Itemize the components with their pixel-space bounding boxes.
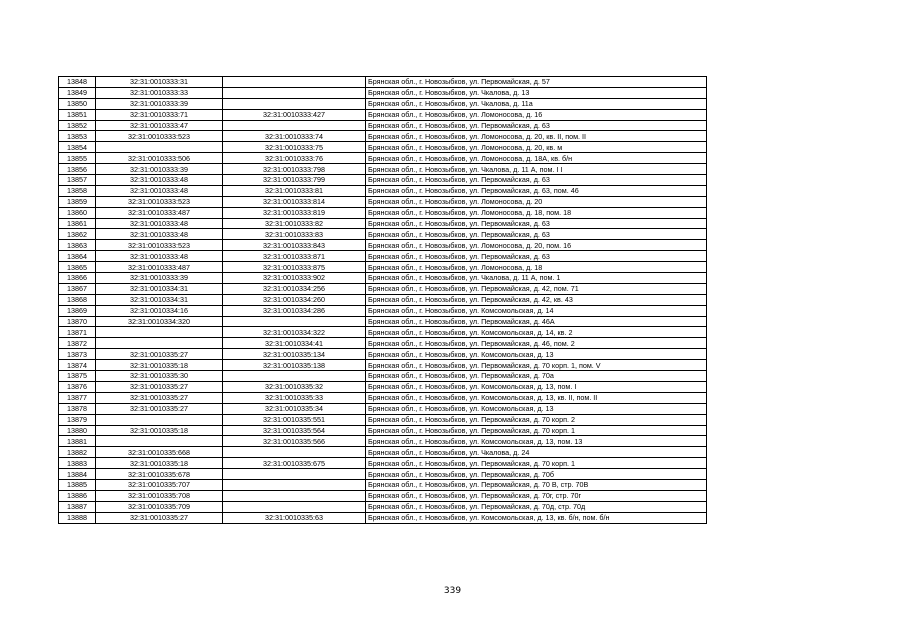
table-row — [59, 273, 707, 284]
address-cell: Брянская обл., г. Новозыбков, ул. Первомайская, д. 42, пом. 71 — [366, 283, 707, 294]
table-row — [59, 360, 707, 371]
row-number-cell: 13885 — [59, 479, 96, 490]
object-cadastral-number-cell: 32:31:0010333:76 — [223, 153, 366, 164]
row-number-cell: 13875 — [59, 371, 96, 382]
address-cell: Брянская обл., г. Новозыбков, ул. Первомайская, д. 70г, стр. 70г — [366, 490, 707, 501]
table-row — [59, 131, 707, 142]
table-row — [59, 262, 707, 273]
land-cadastral-number-cell: 32:31:0010335:27 — [96, 349, 223, 360]
table-row — [59, 229, 707, 240]
object-cadastral-number-cell — [223, 371, 366, 382]
table-row — [59, 283, 707, 294]
table-row — [59, 87, 707, 98]
address-cell: Брянская обл., г. Новозыбков, ул. Комсомольская, д. 13, пом. 13 — [366, 436, 707, 447]
row-number-cell: 13876 — [59, 381, 96, 392]
land-cadastral-number-cell: 32:31:0010333:48 — [96, 229, 223, 240]
object-cadastral-number-cell: 32:31:0010333:75 — [223, 142, 366, 153]
object-cadastral-number-cell: 32:31:0010335:138 — [223, 360, 366, 371]
land-cadastral-number-cell: 32:31:0010333:487 — [96, 207, 223, 218]
land-cadastral-number-cell: 32:31:0010333:48 — [96, 175, 223, 186]
table-row — [59, 447, 707, 458]
land-cadastral-number-cell: 32:31:0010335:707 — [96, 479, 223, 490]
table-row — [59, 294, 707, 305]
object-cadastral-number-cell — [223, 98, 366, 109]
land-cadastral-number-cell: 32:31:0010333:39 — [96, 273, 223, 284]
table-row — [59, 153, 707, 164]
object-cadastral-number-cell — [223, 479, 366, 490]
land-cadastral-number-cell: 32:31:0010335:18 — [96, 360, 223, 371]
land-cadastral-number-cell — [96, 142, 223, 153]
row-number-cell: 13849 — [59, 87, 96, 98]
land-cadastral-number-cell: 32:31:0010335:708 — [96, 490, 223, 501]
address-cell: Брянская обл., г. Новозыбков, ул. Чкалова, д. 11 А, пом. I I — [366, 164, 707, 175]
address-cell: Брянская обл., г. Новозыбков, ул. Первомайская, д. 70а — [366, 371, 707, 382]
page-number: 339 — [443, 586, 462, 596]
table-row — [59, 240, 707, 251]
address-cell: Брянская обл., г. Новозыбков, ул. Первомайская, д. 46, пом. 2 — [366, 338, 707, 349]
land-cadastral-number-cell: 32:31:0010333:71 — [96, 109, 223, 120]
object-cadastral-number-cell: 32:31:0010334:41 — [223, 338, 366, 349]
object-cadastral-number-cell — [223, 87, 366, 98]
land-cadastral-number-cell: 32:31:0010334:31 — [96, 283, 223, 294]
table-row — [59, 218, 707, 229]
table-row — [59, 436, 707, 447]
row-number-cell: 13880 — [59, 425, 96, 436]
object-cadastral-number-cell: 32:31:0010334:286 — [223, 305, 366, 316]
address-cell: Брянская обл., г. Новозыбков, ул. Первомайская, д. 63 — [366, 229, 707, 240]
address-cell: Брянская обл., г. Новозыбков, ул. Комсомольская, д. 14, кв. 2 — [366, 327, 707, 338]
address-cell: Брянская обл., г. Новозыбков, ул. Первомайская, д. 63 — [366, 120, 707, 131]
land-cadastral-number-cell: 32:31:0010335:27 — [96, 381, 223, 392]
object-cadastral-number-cell: 32:31:0010334:260 — [223, 294, 366, 305]
table-row — [59, 501, 707, 512]
address-cell: Брянская обл., г. Новозыбков, ул. Первомайская, д. 70 В, стр. 70В — [366, 479, 707, 490]
table-row — [59, 512, 707, 523]
address-cell: Брянская обл., г. Новозыбков, ул. Первомайская, д. 70б — [366, 469, 707, 480]
object-cadastral-number-cell: 32:31:0010333:819 — [223, 207, 366, 218]
address-cell: Брянская обл., г. Новозыбков, ул. Первомайская, д. 46А — [366, 316, 707, 327]
address-cell: Брянская обл., г. Новозыбков, ул. Комсомольская, д. 13 — [366, 349, 707, 360]
land-cadastral-number-cell: 32:31:0010333:33 — [96, 87, 223, 98]
row-number-cell: 13879 — [59, 414, 96, 425]
row-number-cell: 13873 — [59, 349, 96, 360]
address-cell: Брянская обл., г. Новозыбков, ул. Ломоносова, д. 20, пом. 16 — [366, 240, 707, 251]
row-number-cell: 13871 — [59, 327, 96, 338]
address-cell: Брянская обл., г. Новозыбков, ул. Комсомольская, д. 13 — [366, 403, 707, 414]
address-cell: Брянская обл., г. Новозыбков, ул. Первомайская, д. 70д, стр. 70д — [366, 501, 707, 512]
table-row — [59, 109, 707, 120]
row-number-cell: 13887 — [59, 501, 96, 512]
land-cadastral-number-cell: 32:31:0010335:27 — [96, 512, 223, 523]
row-number-cell: 13854 — [59, 142, 96, 153]
address-cell: Брянская обл., г. Новозыбков, ул. Комсомольская, д. 13, кв. II, пом. II — [366, 392, 707, 403]
land-cadastral-number-cell: 32:31:0010335:678 — [96, 469, 223, 480]
object-cadastral-number-cell: 32:31:0010335:566 — [223, 436, 366, 447]
row-number-cell: 13860 — [59, 207, 96, 218]
table-row — [59, 305, 707, 316]
object-cadastral-number-cell: 32:31:0010335:34 — [223, 403, 366, 414]
address-cell: Брянская обл., г. Новозыбков, ул. Первомайская, д. 63, пом. 46 — [366, 185, 707, 196]
table-row — [59, 338, 707, 349]
row-number-cell: 13859 — [59, 196, 96, 207]
table-row — [59, 185, 707, 196]
land-cadastral-number-cell: 32:31:0010335:709 — [96, 501, 223, 512]
row-number-cell: 13863 — [59, 240, 96, 251]
table-row — [59, 414, 707, 425]
object-cadastral-number-cell: 32:31:0010333:902 — [223, 273, 366, 284]
land-cadastral-number-cell — [96, 436, 223, 447]
address-cell: Брянская обл., г. Новозыбков, ул. Чкалова, д. 11 А, пом. 1 — [366, 273, 707, 284]
row-number-cell: 13848 — [59, 77, 96, 88]
object-cadastral-number-cell — [223, 120, 366, 131]
row-number-cell: 13870 — [59, 316, 96, 327]
land-cadastral-number-cell: 32:31:0010333:523 — [96, 196, 223, 207]
row-number-cell: 13884 — [59, 469, 96, 480]
row-number-cell: 13852 — [59, 120, 96, 131]
row-number-cell: 13866 — [59, 273, 96, 284]
property-register-table — [58, 76, 707, 524]
row-number-cell: 13856 — [59, 164, 96, 175]
table-row — [59, 458, 707, 469]
table-row — [59, 403, 707, 414]
table-row — [59, 77, 707, 88]
table-row — [59, 164, 707, 175]
table-row — [59, 371, 707, 382]
row-number-cell: 13855 — [59, 153, 96, 164]
object-cadastral-number-cell: 32:31:0010333:814 — [223, 196, 366, 207]
object-cadastral-number-cell: 32:31:0010335:63 — [223, 512, 366, 523]
land-cadastral-number-cell: 32:31:0010333:523 — [96, 240, 223, 251]
row-number-cell: 13872 — [59, 338, 96, 349]
row-number-cell: 13874 — [59, 360, 96, 371]
row-number-cell: 13878 — [59, 403, 96, 414]
address-cell: Брянская обл., г. Новозыбков, ул. Ломоносова, д. 16 — [366, 109, 707, 120]
object-cadastral-number-cell: 32:31:0010333:83 — [223, 229, 366, 240]
address-cell: Брянская обл., г. Новозыбков, ул. Комсомольская, д. 14 — [366, 305, 707, 316]
land-cadastral-number-cell: 32:31:0010333:47 — [96, 120, 223, 131]
address-cell: Брянская обл., г. Новозыбков, ул. Комсомольская, д. 13, пом. I — [366, 381, 707, 392]
land-cadastral-number-cell: 32:31:0010335:27 — [96, 392, 223, 403]
address-cell: Брянская обл., г. Новозыбков, ул. Ломоносова, д. 20, кв. м — [366, 142, 707, 153]
land-cadastral-number-cell: 32:31:0010333:506 — [96, 153, 223, 164]
object-cadastral-number-cell — [223, 447, 366, 458]
table-row — [59, 490, 707, 501]
land-cadastral-number-cell: 32:31:0010333:523 — [96, 131, 223, 142]
object-cadastral-number-cell: 32:31:0010335:134 — [223, 349, 366, 360]
table-row — [59, 98, 707, 109]
table-row — [59, 469, 707, 480]
object-cadastral-number-cell — [223, 469, 366, 480]
row-number-cell: 13850 — [59, 98, 96, 109]
object-cadastral-number-cell: 32:31:0010334:322 — [223, 327, 366, 338]
row-number-cell: 13865 — [59, 262, 96, 273]
address-cell: Брянская обл., г. Новозыбков, ул. Чкалова, д. 13 — [366, 87, 707, 98]
object-cadastral-number-cell: 32:31:0010335:675 — [223, 458, 366, 469]
land-cadastral-number-cell: 32:31:0010333:48 — [96, 218, 223, 229]
land-cadastral-number-cell: 32:31:0010335:18 — [96, 425, 223, 436]
object-cadastral-number-cell: 32:31:0010333:798 — [223, 164, 366, 175]
land-cadastral-number-cell — [96, 414, 223, 425]
row-number-cell: 13861 — [59, 218, 96, 229]
table-row — [59, 175, 707, 186]
address-cell: Брянская обл., г. Новозыбков, ул. Чкалова, д. 24 — [366, 447, 707, 458]
address-cell: Брянская обл., г. Новозыбков, ул. Ломоносова, д. 18 — [366, 262, 707, 273]
object-cadastral-number-cell: 32:31:0010335:33 — [223, 392, 366, 403]
address-cell: Брянская обл., г. Новозыбков, ул. Первомайская, д. 63 — [366, 218, 707, 229]
address-cell: Брянская обл., г. Новозыбков, ул. Первомайская, д. 57 — [366, 77, 707, 88]
address-cell: Брянская обл., г. Новозыбков, ул. Ломоносова, д. 20 — [366, 196, 707, 207]
row-number-cell: 13851 — [59, 109, 96, 120]
object-cadastral-number-cell: 32:31:0010335:551 — [223, 414, 366, 425]
row-number-cell: 13864 — [59, 251, 96, 262]
table-row — [59, 349, 707, 360]
land-cadastral-number-cell: 32:31:0010335:18 — [96, 458, 223, 469]
object-cadastral-number-cell: 32:31:0010333:871 — [223, 251, 366, 262]
land-cadastral-number-cell — [96, 327, 223, 338]
row-number-cell: 13882 — [59, 447, 96, 458]
object-cadastral-number-cell: 32:31:0010335:564 — [223, 425, 366, 436]
object-cadastral-number-cell: 32:31:0010333:427 — [223, 109, 366, 120]
land-cadastral-number-cell: 32:31:0010335:27 — [96, 403, 223, 414]
object-cadastral-number-cell: 32:31:0010334:256 — [223, 283, 366, 294]
address-cell: Брянская обл., г. Новозыбков, ул. Первомайская, д. 63 — [366, 175, 707, 186]
land-cadastral-number-cell: 32:31:0010335:668 — [96, 447, 223, 458]
address-cell: Брянская обл., г. Новозыбков, ул. Чкалова, д. 11а — [366, 98, 707, 109]
address-cell: Брянская обл., г. Новозыбков, ул. Ломоносова, д. 18А, кв. б/н — [366, 153, 707, 164]
address-cell: Брянская обл., г. Новозыбков, ул. Комсомольская, д. 13, кв. б/н, пом. б/н — [366, 512, 707, 523]
row-number-cell: 13883 — [59, 458, 96, 469]
row-number-cell: 13886 — [59, 490, 96, 501]
address-cell: Брянская обл., г. Новозыбков, ул. Ломоносова, д. 20, кв. II, пом. II — [366, 131, 707, 142]
object-cadastral-number-cell — [223, 490, 366, 501]
row-number-cell: 13869 — [59, 305, 96, 316]
land-cadastral-number-cell — [96, 338, 223, 349]
table-row — [59, 251, 707, 262]
land-cadastral-number-cell: 32:31:0010333:39 — [96, 164, 223, 175]
land-cadastral-number-cell: 32:31:0010333:39 — [96, 98, 223, 109]
address-cell: Брянская обл., г. Новозыбков, ул. Первомайская, д. 70 корп. 1 — [366, 458, 707, 469]
row-number-cell: 13853 — [59, 131, 96, 142]
object-cadastral-number-cell: 32:31:0010333:82 — [223, 218, 366, 229]
table-row — [59, 207, 707, 218]
object-cadastral-number-cell: 32:31:0010333:799 — [223, 175, 366, 186]
address-cell: Брянская обл., г. Новозыбков, ул. Первомайская, д. 70 корп. 1, пом. V — [366, 360, 707, 371]
address-cell: Брянская обл., г. Новозыбков, ул. Первомайская, д. 42, кв. 43 — [366, 294, 707, 305]
land-cadastral-number-cell: 32:31:0010333:48 — [96, 251, 223, 262]
land-cadastral-number-cell: 32:31:0010333:31 — [96, 77, 223, 88]
land-cadastral-number-cell: 32:31:0010334:31 — [96, 294, 223, 305]
table-row — [59, 196, 707, 207]
row-number-cell: 13857 — [59, 175, 96, 186]
land-cadastral-number-cell: 32:31:0010333:487 — [96, 262, 223, 273]
address-cell: Брянская обл., г. Новозыбков, ул. Первомайская, д. 70 корп. 2 — [366, 414, 707, 425]
land-cadastral-number-cell: 32:31:0010334:16 — [96, 305, 223, 316]
object-cadastral-number-cell: 32:31:0010333:81 — [223, 185, 366, 196]
object-cadastral-number-cell — [223, 316, 366, 327]
row-number-cell: 13868 — [59, 294, 96, 305]
table-row — [59, 381, 707, 392]
land-cadastral-number-cell: 32:31:0010333:48 — [96, 185, 223, 196]
row-number-cell: 13858 — [59, 185, 96, 196]
object-cadastral-number-cell — [223, 501, 366, 512]
row-number-cell: 13877 — [59, 392, 96, 403]
table-row — [59, 425, 707, 436]
object-cadastral-number-cell — [223, 77, 366, 88]
row-number-cell: 13888 — [59, 512, 96, 523]
address-cell: Брянская обл., г. Новозыбков, ул. Первомайская, д. 70 корп. 1 — [366, 425, 707, 436]
table-row — [59, 316, 707, 327]
row-number-cell: 13881 — [59, 436, 96, 447]
object-cadastral-number-cell: 32:31:0010333:875 — [223, 262, 366, 273]
row-number-cell: 13862 — [59, 229, 96, 240]
object-cadastral-number-cell: 32:31:0010335:32 — [223, 381, 366, 392]
table-row — [59, 479, 707, 490]
object-cadastral-number-cell: 32:31:0010333:74 — [223, 131, 366, 142]
land-cadastral-number-cell: 32:31:0010335:30 — [96, 371, 223, 382]
land-cadastral-number-cell: 32:31:0010334:320 — [96, 316, 223, 327]
address-cell: Брянская обл., г. Новозыбков, ул. Первомайская, д. 63 — [366, 251, 707, 262]
address-cell: Брянская обл., г. Новозыбков, ул. Ломоносова, д. 18, пом. 18 — [366, 207, 707, 218]
table-row — [59, 327, 707, 338]
table-row — [59, 120, 707, 131]
object-cadastral-number-cell: 32:31:0010333:843 — [223, 240, 366, 251]
table-row — [59, 142, 707, 153]
table-row — [59, 392, 707, 403]
register-table-body — [59, 77, 707, 524]
row-number-cell: 13867 — [59, 283, 96, 294]
